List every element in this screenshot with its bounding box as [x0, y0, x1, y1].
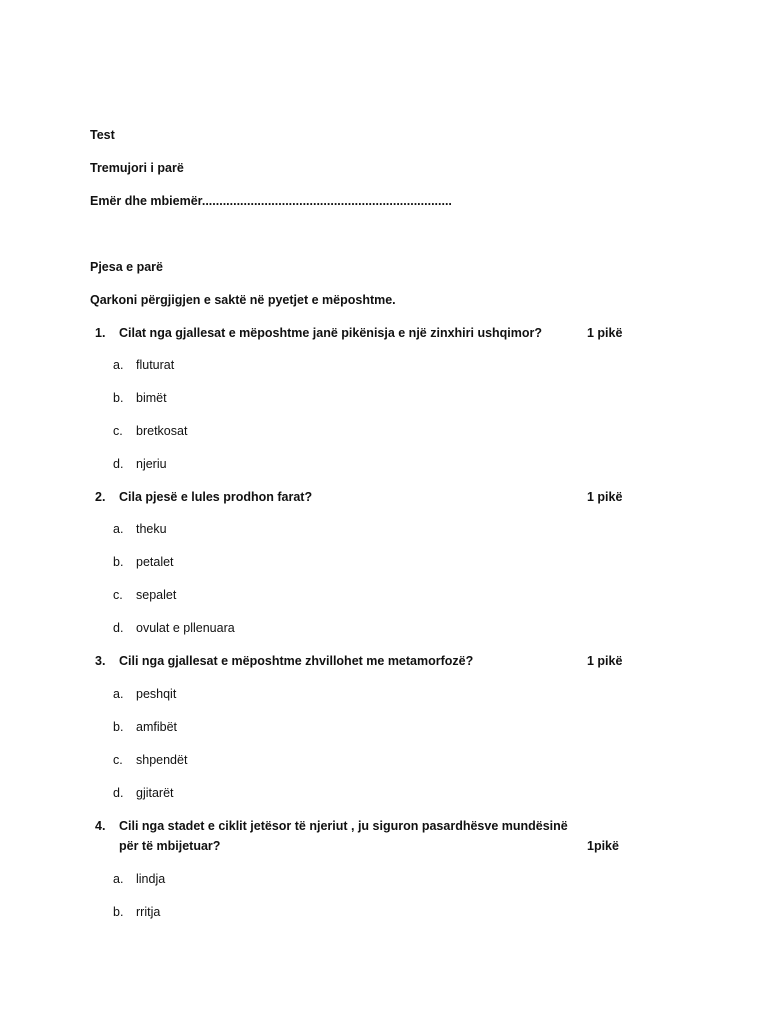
question-text: Cilat nga gjallesat e mëposhtme janë pikënisja e një zinxhiri ushqimor?: [119, 326, 543, 340]
option-label: d.: [113, 786, 124, 800]
option-label: d.: [113, 621, 124, 635]
option-text[interactable]: shpendët: [136, 753, 188, 767]
option-label: c.: [113, 753, 123, 767]
section-title: Pjesa e parë: [90, 260, 163, 274]
option-label: a.: [113, 522, 124, 536]
option-text[interactable]: njeriu: [136, 457, 167, 471]
question-points: 1 pikë: [587, 326, 623, 340]
option-text[interactable]: bretkosat: [136, 424, 188, 438]
option-text[interactable]: gjitarët: [136, 786, 174, 800]
option-label: b.: [113, 391, 124, 405]
option-label: c.: [113, 424, 123, 438]
term-label: Tremujori i parë: [90, 161, 184, 175]
question-number: 1.: [95, 326, 106, 340]
option-text[interactable]: lindja: [136, 872, 166, 886]
option-text[interactable]: amfibët: [136, 720, 177, 734]
section-instruction: Qarkoni përgjigjen e saktë në pyetjet e mëposhtme.: [90, 293, 396, 307]
option-text[interactable]: sepalet: [136, 588, 177, 602]
question-text: Cila pjesë e lules prodhon farat?: [119, 490, 313, 504]
option-text[interactable]: peshqit: [136, 687, 177, 701]
name-field-line: Emër dhe mbiemër........................................................................: [90, 194, 452, 208]
option-label: d.: [113, 457, 124, 471]
question-text-line-1: Cili nga stadet e ciklit jetësor të njeriut , ju siguron pasardhësve mundësinë: [119, 819, 568, 833]
test-title: Test: [90, 128, 115, 142]
option-label: b.: [113, 720, 124, 734]
option-text[interactable]: ovulat e pllenuara: [136, 621, 235, 635]
option-text[interactable]: theku: [136, 522, 167, 536]
option-label: a.: [113, 872, 124, 886]
question-points: 1 pikë: [587, 654, 623, 668]
option-label: b.: [113, 555, 124, 569]
question-number: 2.: [95, 490, 106, 504]
option-text[interactable]: rritja: [136, 905, 161, 919]
option-label: b.: [113, 905, 124, 919]
option-text[interactable]: bimët: [136, 391, 167, 405]
question-points: 1 pikë: [587, 490, 623, 504]
option-label: a.: [113, 358, 124, 372]
question-number: 3.: [95, 654, 106, 668]
option-label: a.: [113, 687, 124, 701]
option-label: c.: [113, 588, 123, 602]
question-points: 1pikë: [587, 839, 619, 853]
question-text: Cili nga gjallesat e mëposhtme zhvillohet me metamorfozë?: [119, 654, 474, 668]
option-text[interactable]: fluturat: [136, 358, 175, 372]
question-text-line-2: për të mbijetuar?: [119, 839, 221, 853]
option-text[interactable]: petalet: [136, 555, 174, 569]
question-number: 4.: [95, 819, 106, 833]
